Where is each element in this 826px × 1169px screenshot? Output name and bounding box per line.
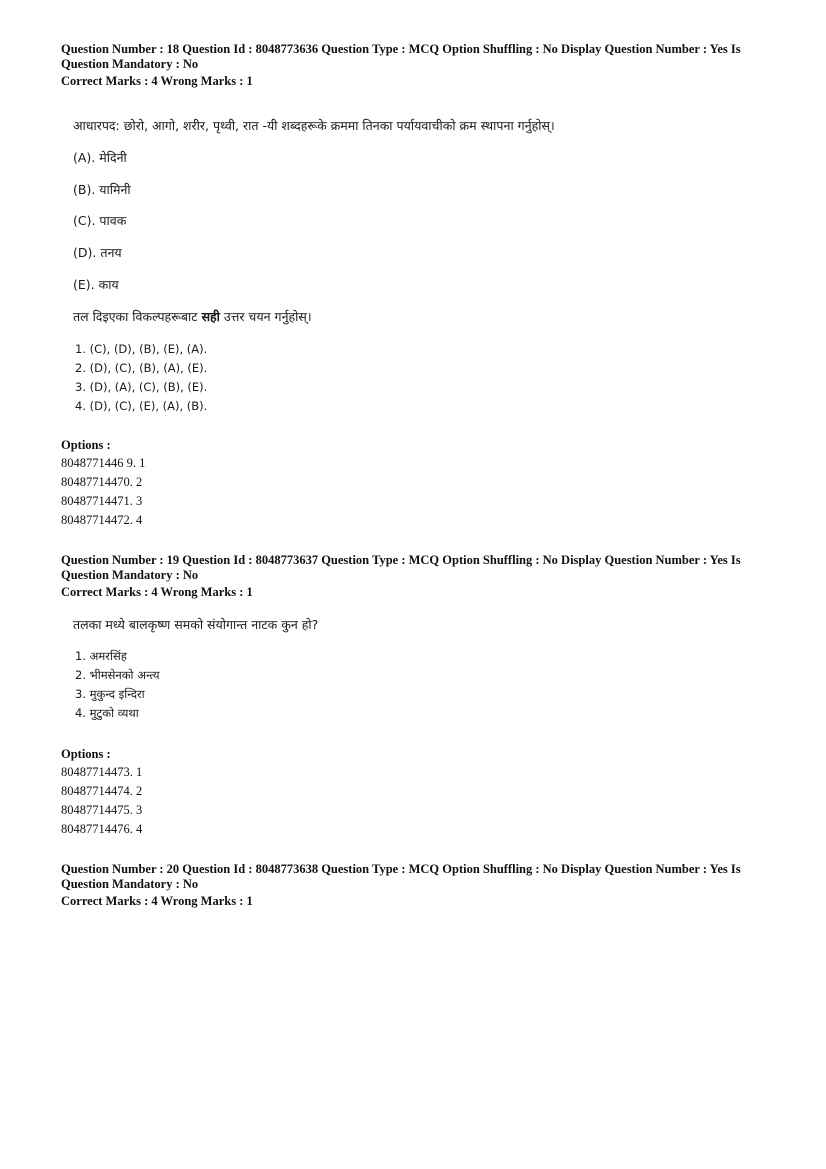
q18-choice-4: 4. (D), (C), (E), (A), (B). bbox=[75, 399, 208, 413]
q18-option-1: 8048771446 9. 1 bbox=[61, 456, 146, 470]
q19-options-title: Options : bbox=[61, 747, 111, 761]
q19-choice-2: 2. भीमसेनको अन्त्य bbox=[75, 668, 160, 682]
q19-choice-3: 3. मुकुन्द इन्दिरा bbox=[75, 687, 145, 701]
q18-options-title: Options : bbox=[61, 438, 111, 452]
q19-option-3: 80487714475. 3 bbox=[61, 803, 143, 817]
q19-option-4: 80487714476. 4 bbox=[61, 822, 143, 836]
q19-choice-4: 4. मुटुको व्यथा bbox=[75, 706, 139, 720]
q18-header-line1: Question Number : 18 Question Id : 8048773636 Question Type : MCQ Option Shuffling : No Display Question Number : Yes Is bbox=[61, 42, 741, 56]
q18-stem: आधारपद: छोरो, आगो, शरीर, पृथ्वी, रात -यी शब्दहरूके क्रममा तिनका पर्यायवाचीको क्रम स्थापना गर्नुहोस्। bbox=[73, 118, 555, 133]
q18-item-e: (E). काय bbox=[73, 277, 119, 292]
q19-option-2: 80487714474. 2 bbox=[61, 784, 143, 798]
q20-header-line2: Question Mandatory : No bbox=[61, 877, 199, 891]
q18-option-2: 80487714470. 2 bbox=[61, 475, 143, 489]
q19-marks: Correct Marks : 4 Wrong Marks : 1 bbox=[61, 585, 253, 599]
q19-header-line2: Question Mandatory : No bbox=[61, 568, 199, 582]
q18-marks: Correct Marks : 4 Wrong Marks : 1 bbox=[61, 74, 253, 88]
q18-option-3: 80487714471. 3 bbox=[61, 494, 143, 508]
q18-choice-2: 2. (D), (C), (B), (A), (E). bbox=[75, 361, 208, 375]
q19-choice-1: 1. अमरसिंह bbox=[75, 649, 127, 663]
q19-option-1: 80487714473. 1 bbox=[61, 765, 143, 779]
q20-header-line1: Question Number : 20 Question Id : 8048773638 Question Type : MCQ Option Shuffling : No Display Question Number : Yes Is bbox=[61, 862, 741, 876]
q18-choice-1: 1. (C), (D), (B), (E), (A). bbox=[75, 342, 208, 356]
q18-item-d: (D). तनय bbox=[73, 245, 122, 260]
q18-item-a: (A). मेदिनी bbox=[73, 150, 127, 165]
q20-marks: Correct Marks : 4 Wrong Marks : 1 bbox=[61, 894, 253, 908]
q18-header-line2: Question Mandatory : No bbox=[61, 57, 199, 71]
q18-option-4: 80487714472. 4 bbox=[61, 513, 143, 527]
q19-header-line1: Question Number : 19 Question Id : 8048773637 Question Type : MCQ Option Shuffling : No Display Question Number : Yes Is bbox=[61, 553, 741, 567]
q19-stem: तलका मध्ये बालकृष्ण समको संयोगान्त नाटक कुन हो? bbox=[73, 617, 319, 632]
q18-item-c: (C). पावक bbox=[73, 213, 127, 228]
q18-instruction: तल दिइएका विकल्पहरूबाट सही उत्तर चयन गर्नुहोस्। bbox=[73, 309, 312, 324]
q18-choice-3: 3. (D), (A), (C), (B), (E). bbox=[75, 380, 208, 394]
q18-item-b: (B). यामिनी bbox=[73, 182, 131, 197]
